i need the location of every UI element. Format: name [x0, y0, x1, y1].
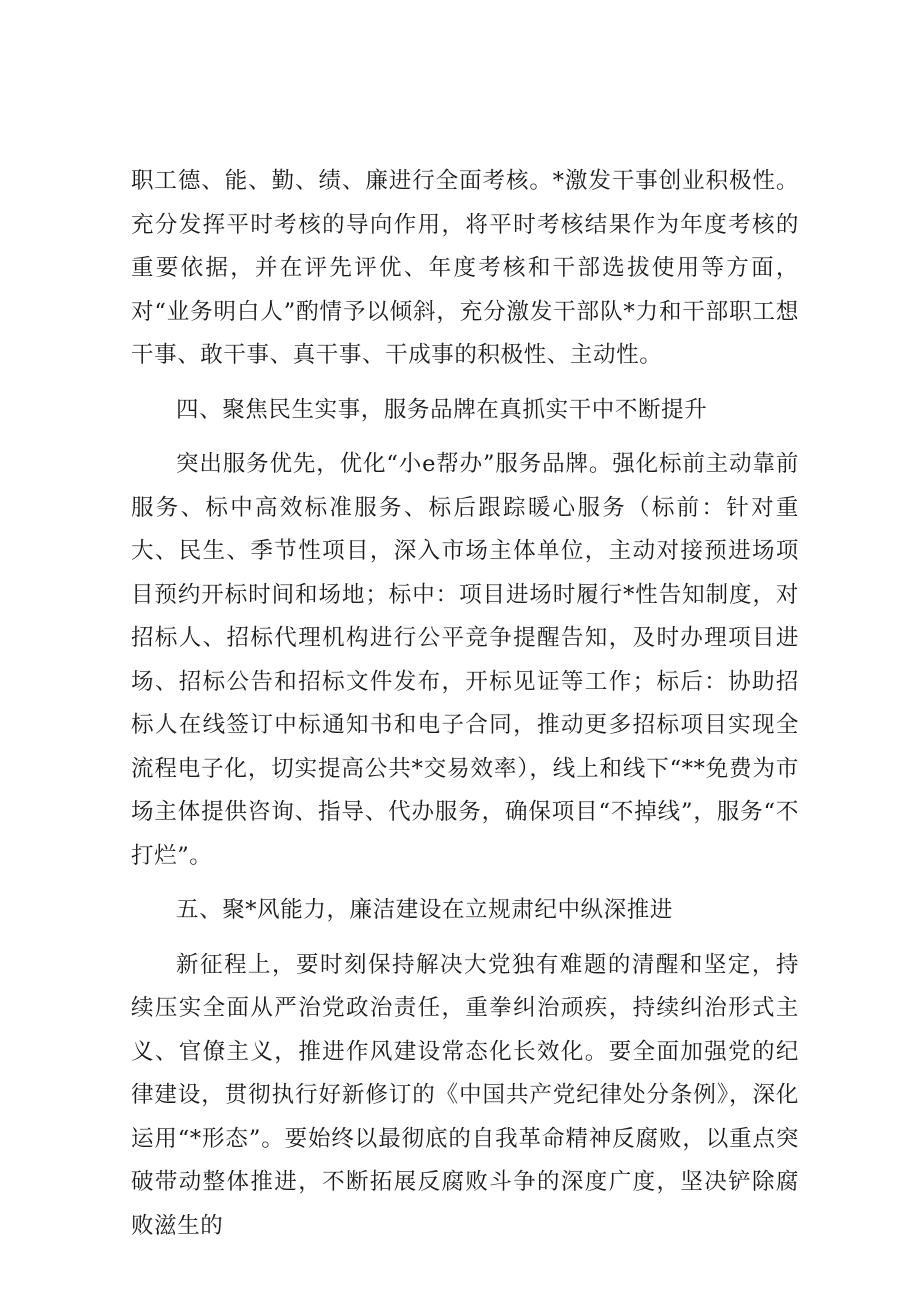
- document-body: [131, 160, 799, 1259]
- paragraph-assessment-continued: 职工德、能、勤、绩、廉进行全面考核。*激发干事创业积极性。充分发挥平时考核的导向作用，将平时考核结果作为年度考核的重要依据，并在评先评优、年度考核和干部选拔使用等方面，对“业务明白人”酌情予以倾斜，充分激发干部队*力和干部职工想干事、敢干事、真干事、干成事的积极性、主动性。: [131, 168, 799, 368]
- section-heading-five: 五、聚*风能力，廉洁建设在立规肃纪中纵深推进: [176, 897, 673, 923]
- section-heading-four: 四、聚焦民生实事，服务品牌在真抓实干中不断提升: [176, 396, 708, 423]
- paragraph-service-brand: 突出服务优先，优化“小e帮办”服务品牌。强化标前主动靠前服务、标中高效标准服务、标后跟踪暖心服务（标前：针对重大、民生、季节性项目，深入市场主体单位，主动对接预进场项目预约开标时间和场地；标中：项目进场时履行*性告知制度，对招标人、招标代理机构进行公平竞争提醒告知，及时办理项目进场、招标公告和招标文件发布，开标见证等工作；标后：协助招标人在线签订中标通知书和电子合同，推动更多招标项目实现全流程电子化，切实提高公共*交易效率），线上和线下“**免费为市场主体提供咨询、指导、代办服务，确保项目“不掉线”，服务“不打烂”。: [131, 451, 799, 869]
- paragraph-integrity-building: 新征程上，要时刻保持解决大党独有难题的清醒和坚定，持续压实全面从严治党政治责任，重拳纠治顽疾，持续纠治形式主义、官僚主义，推进作风建设常态化长效化。要全面加强党的纪律建设，贯彻执行好新修订的《中国共产党纪律处分条例》，深化运用“*形态”。要始终以最彻底的自我革命精神反腐败，以重点突破带动整体推进，不断拓展反腐败斗争的深度广度，坚决铲除腐败滋生的: [131, 951, 799, 1239]
